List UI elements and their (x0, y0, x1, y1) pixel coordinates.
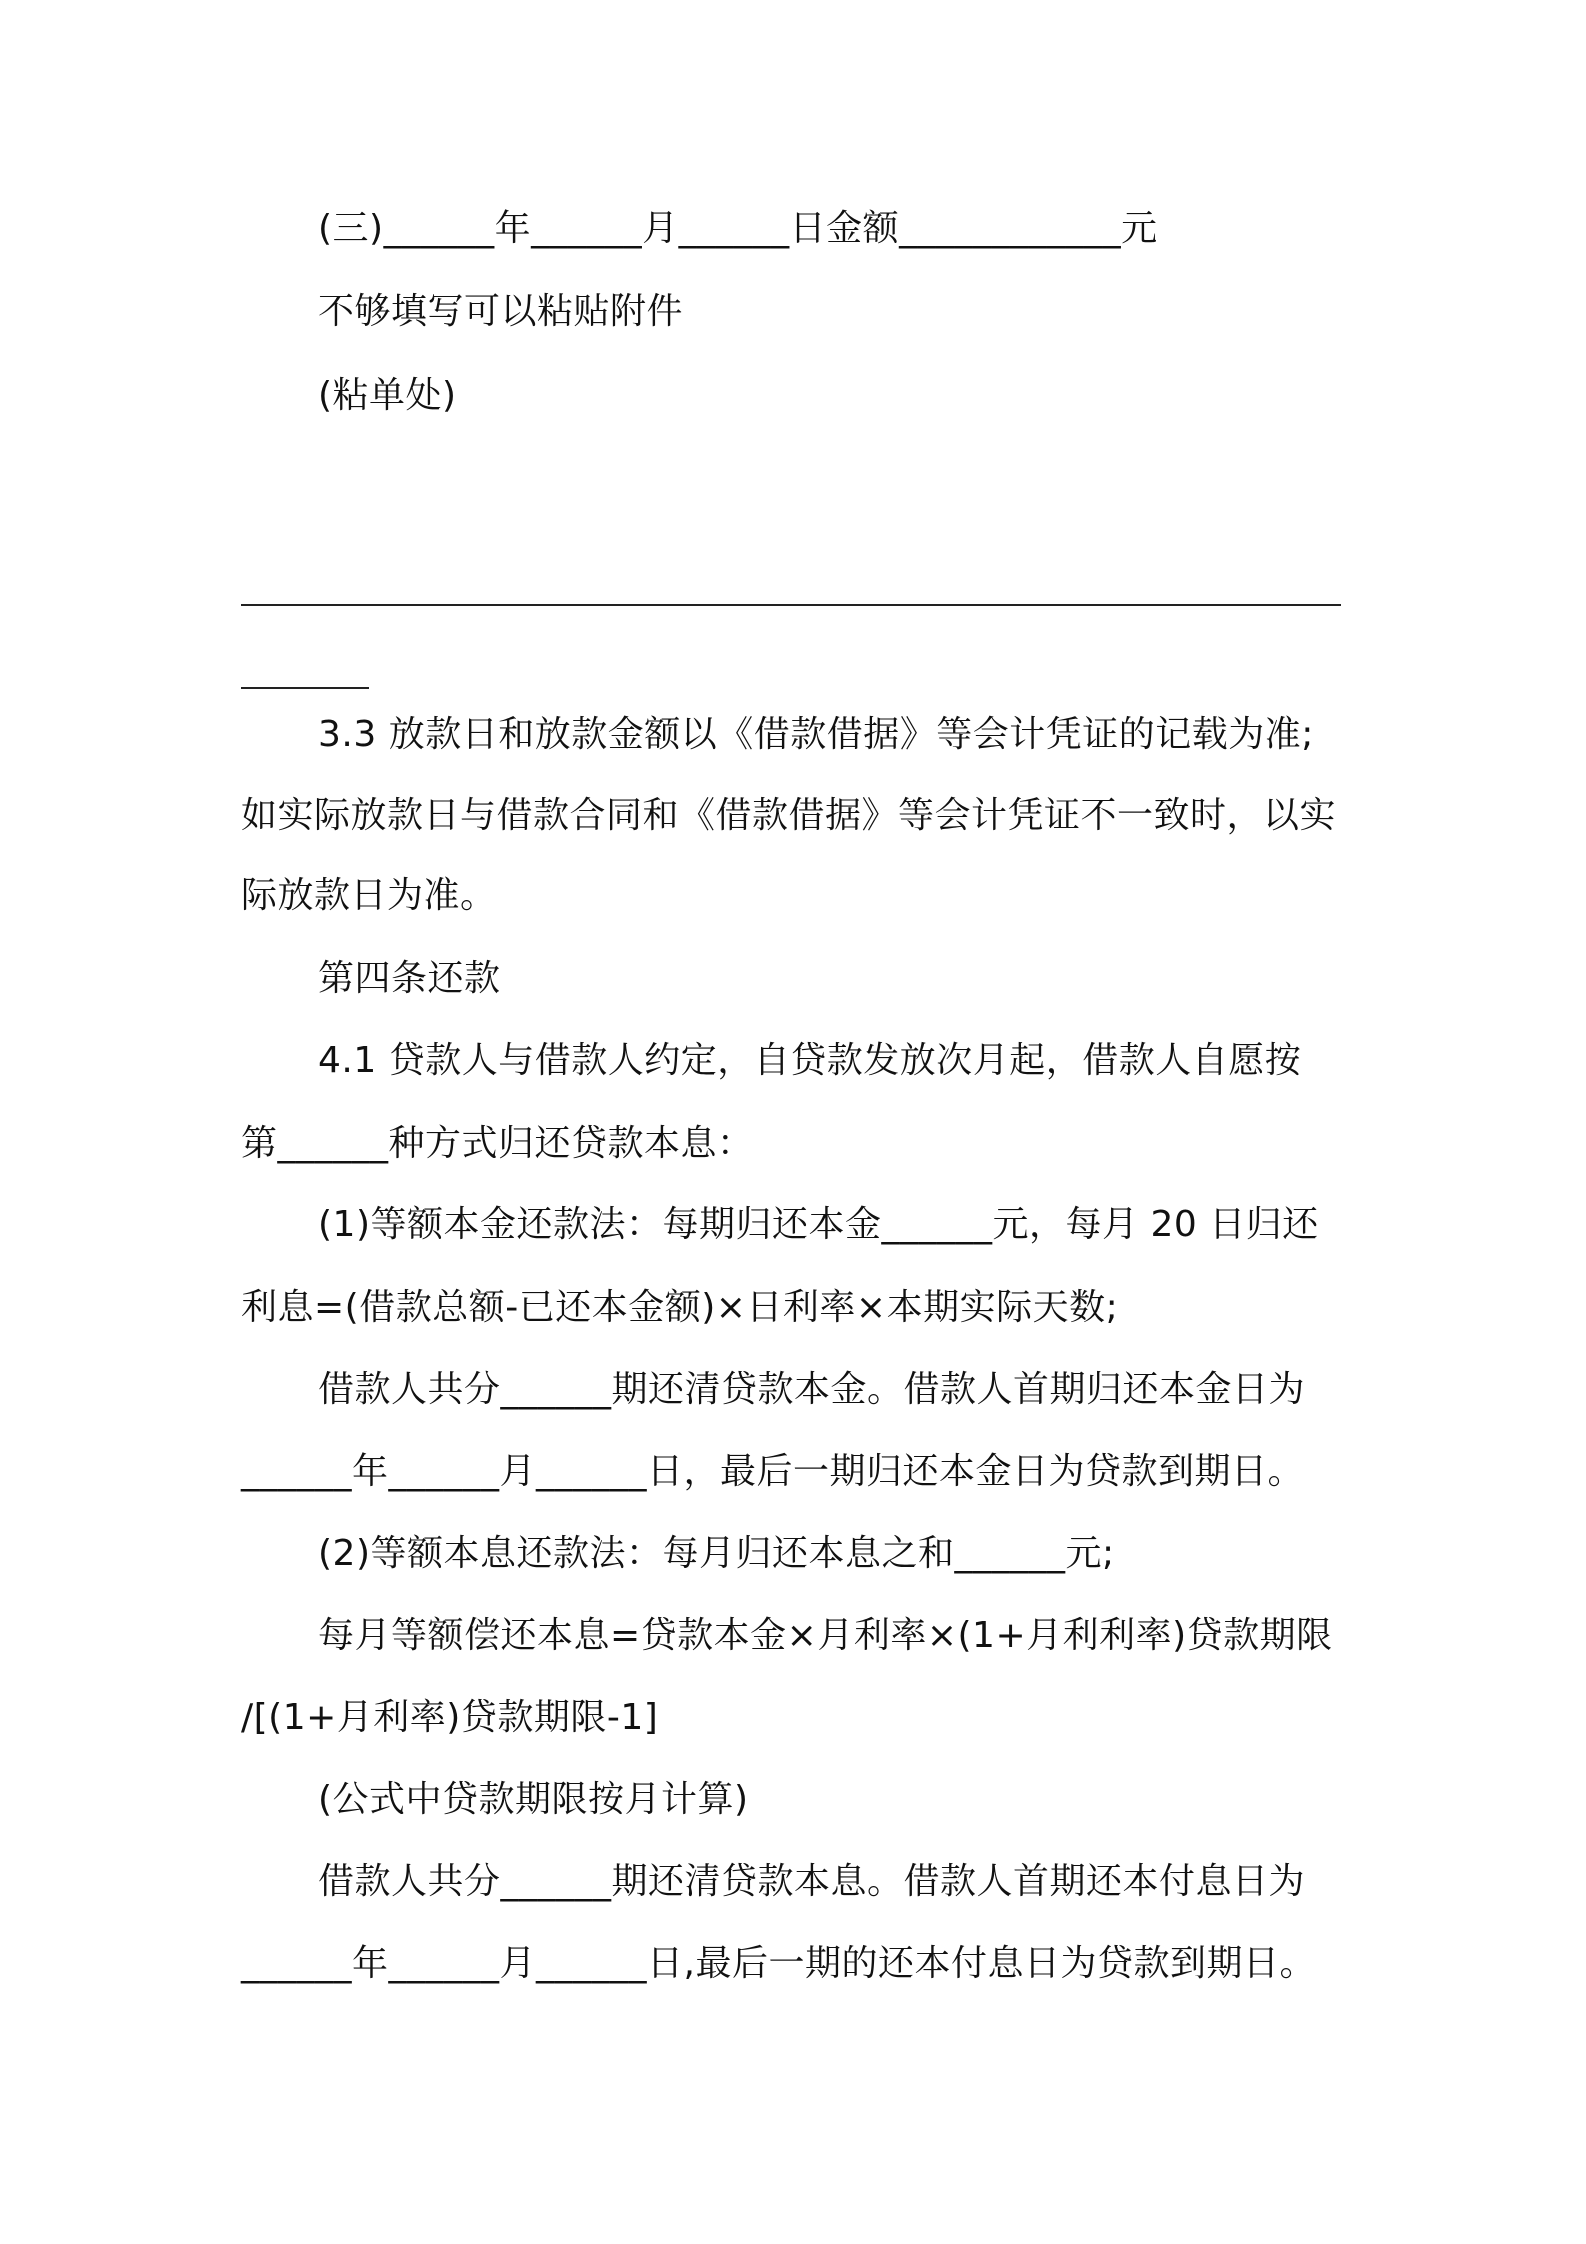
section-heading: 第四条还款 (318, 958, 501, 999)
fill-in-rule-long (241, 604, 1341, 606)
paragraph-line: 不够填写可以粘贴附件 (318, 291, 684, 332)
paragraph-line: (2)等额本息还款法：每月归还本息之和______元; (318, 1533, 1115, 1574)
paragraph-line: ______年______月______日,最后一期的还本付息日为贷款到期日。 (241, 1943, 1316, 1984)
paragraph-line: (1)等额本金还款法：每期归还本金______元，每月 20 日归还 (318, 1204, 1319, 1245)
paragraph-line: ______年______月______日，最后一期归还本金日为贷款到期日。 (241, 1451, 1305, 1492)
paragraph-line: 3.3 放款日和放款金额以《借款借据》等会计凭证的记载为准; (318, 714, 1314, 755)
paragraph-line: /[(1+月利率)贷款期限-1] (241, 1697, 659, 1738)
paragraph-line: (粘单处) (318, 375, 457, 416)
paragraph-line: 利息=(借款总额-已还本金额)×日利率×本期实际天数; (241, 1287, 1119, 1328)
paragraph-line: 如实际放款日与借款合同和《借款借据》等会计凭证不一致时，以实 (241, 795, 1337, 836)
paragraph-line: (三)______年______月______日金额____________元 (318, 208, 1158, 249)
paragraph-line: (公式中贷款期限按月计算) (318, 1779, 749, 1820)
paragraph-line: 际放款日为准。 (241, 875, 497, 916)
paragraph-line: 4.1 贷款人与借款人约定，自贷款发放次月起，借款人自愿按 (318, 1040, 1302, 1081)
paragraph-line: 借款人共分______期还清贷款本金。借款人首期归还本金日为 (318, 1369, 1306, 1410)
paragraph-line: 借款人共分______期还清贷款本息。借款人首期还本付息日为 (318, 1861, 1306, 1902)
fill-in-rule-short (241, 687, 369, 689)
paragraph-line: 每月等额偿还本息=贷款本金×月利率×(1+月利利率)贷款期限 (318, 1615, 1333, 1656)
paragraph-line: 第______种方式归还贷款本息： (241, 1123, 754, 1164)
